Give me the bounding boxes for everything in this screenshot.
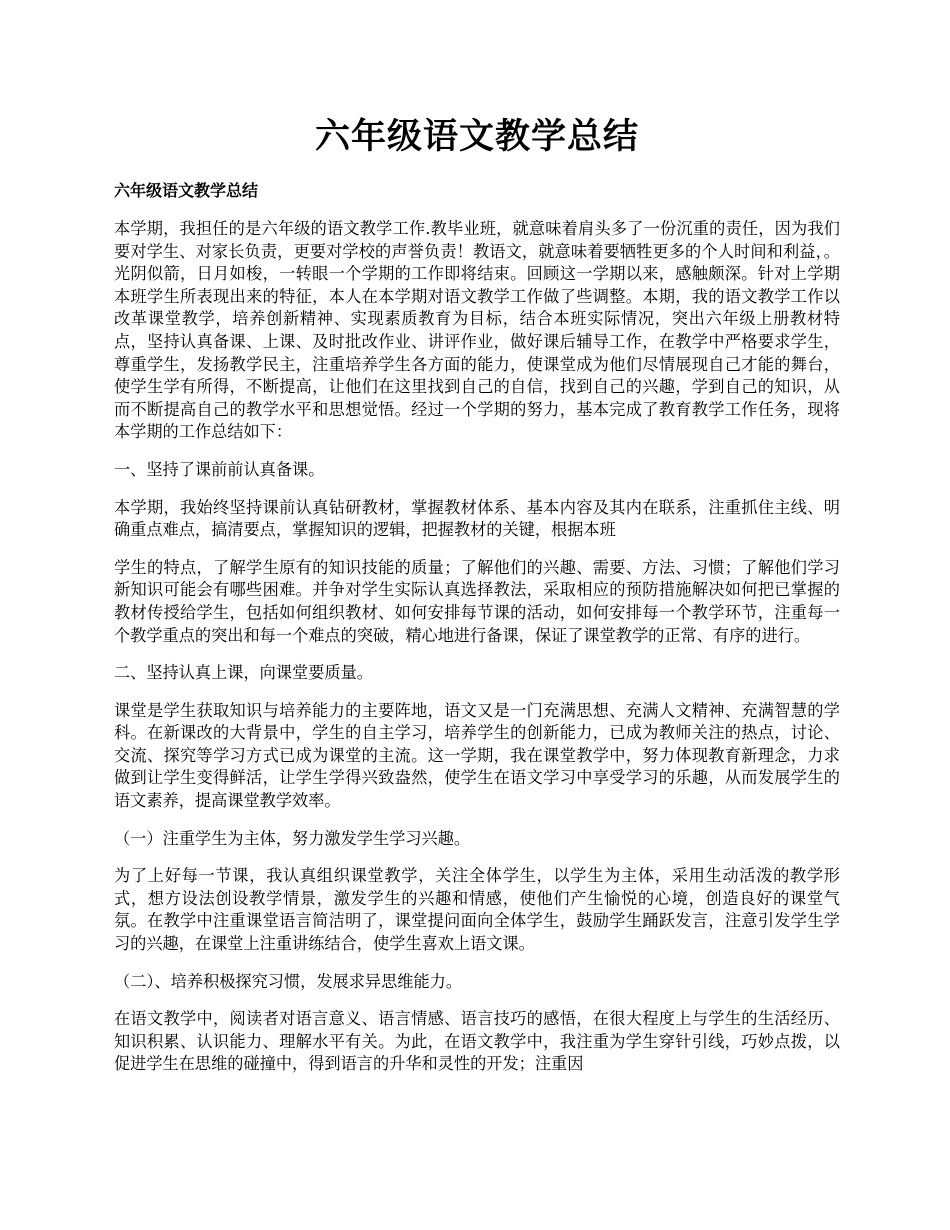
section-heading-1: 一、坚持了课前前认真备课。 [114, 459, 325, 479]
subsection-heading-1: （一）注重学生为主体，努力激发学生学习兴趣。 [114, 828, 471, 848]
section-1-paragraph-b: 学生的特点，了解学生原有的知识技能的质量；了解他们的兴趣、需要、方法、习惯；了解他们学习新知识可能会有哪些困难。并争对学生实际认真选择教法，采取相应的预防措施解决如何把已掌握的教材传授给学生，包括如何组织教材、如何安排每节课的活动，如何安排每一个教学环节，注重每一个教学重点的突出和每一个难点的突破，精心地进行备课，保证了课堂教学的正常、有序的进行。 [114, 557, 840, 645]
section-1-paragraph-a: 本学期，我始终坚持课前认真钻研教材，掌握教材体系、基本内容及其内在联系，注重抓住主线、明确重点难点，搞清要点，掌握知识的逻辑，把握教材的关键，根据本班 [114, 497, 840, 540]
section-heading-2: 二、坚持认真上课，向课堂要质量。 [114, 663, 373, 683]
document-subtitle: 六年级语文教学总结 [114, 181, 259, 200]
subsection-2-paragraph: 在语文教学中，阅读者对语言意义、语言情感、语言技巧的感悟，在很大程度上与学生的生活经历、知识积累、认识能力、理解水平有关。为此，在语文教学中，我注重为学生穿针引线，巧妙点拨，以促进学生在思维的碰撞中，得到语言的升华和灵性的开发；注重因 [114, 1009, 840, 1074]
intro-paragraph: 本学期，我担任的是六年级的语文教学工作.教毕业班，就意味着肩头多了一份沉重的责任，因为我们要对学生、对家长负责，更要对学校的声誉负责！教语文，就意味着要牺牲更多的个人时间和利益，。光阴似箭，日月如梭，一转眼一个学期的工作即将结束。回顾这一学期以来，感触颇深。针对上学期本班学生所表现出来的特征，本人在本学期对语文教学工作做了些调整。本期，我的语文教学工作以改革课堂教学，培养创新精神、实现素质教育为目标，结合本班实际情况，突出六年级上册教材特点，坚持认真备课、上课、及时批改作业、讲评作业，做好课后辅导工作，在教学中严格要求学生，尊重学生，发扬教学民主，注重培养学生各方面的能力，使课堂成为他们尽情展现自己才能的舞台，使学生学有所得，不断提高，让他们在这里找到自己的自信，找到自己的兴趣，学到自己的知识，从而不断提高自己的教学水平和思想觉悟。经过一个学期的努力，基本完成了教育教学工作任务，现将本学期的工作总结如下： [114, 219, 840, 442]
subsection-heading-2: （二）、培养积极探究习惯，发展求异思维能力。 [114, 971, 463, 991]
subsection-1-paragraph: 为了上好每一节课，我认真组织课堂教学，关注全体学生，以学生为主体，采用生动活泼的教学形式，想方设法创设教学情景，激发学生的兴趣和情感，使他们产生愉悦的心境，创造良好的课堂气氛。在教学中注重课堂语言简洁明了，课堂提问面向全体学生，鼓励学生踊跃发言，注意引发学生学习的兴趣，在课堂上注重讲练结合，使学生喜欢上语文课。 [114, 866, 840, 954]
document-body [114, 180, 840, 1091]
document-title: 六年级语文教学总结 [314, 116, 639, 157]
section-2-paragraph: 课堂是学生获取知识与培养能力的主要阵地，语文又是一门充满思想、充满人文精神、充满智慧的学科。在新课改的大背景中，学生的自主学习，培养学生的创新能力，已成为教师关注的热点，讨论、交流、探究等学习方式已成为课堂的主流。这一学期，我在课堂教学中，努力体现教育新理念，力求做到让学生变得鲜活，让学生学得兴致盎然，使学生在语文学习中享受学习的乐趣，从而发展学生的语文素养，提高课堂教学效率。 [114, 700, 840, 811]
